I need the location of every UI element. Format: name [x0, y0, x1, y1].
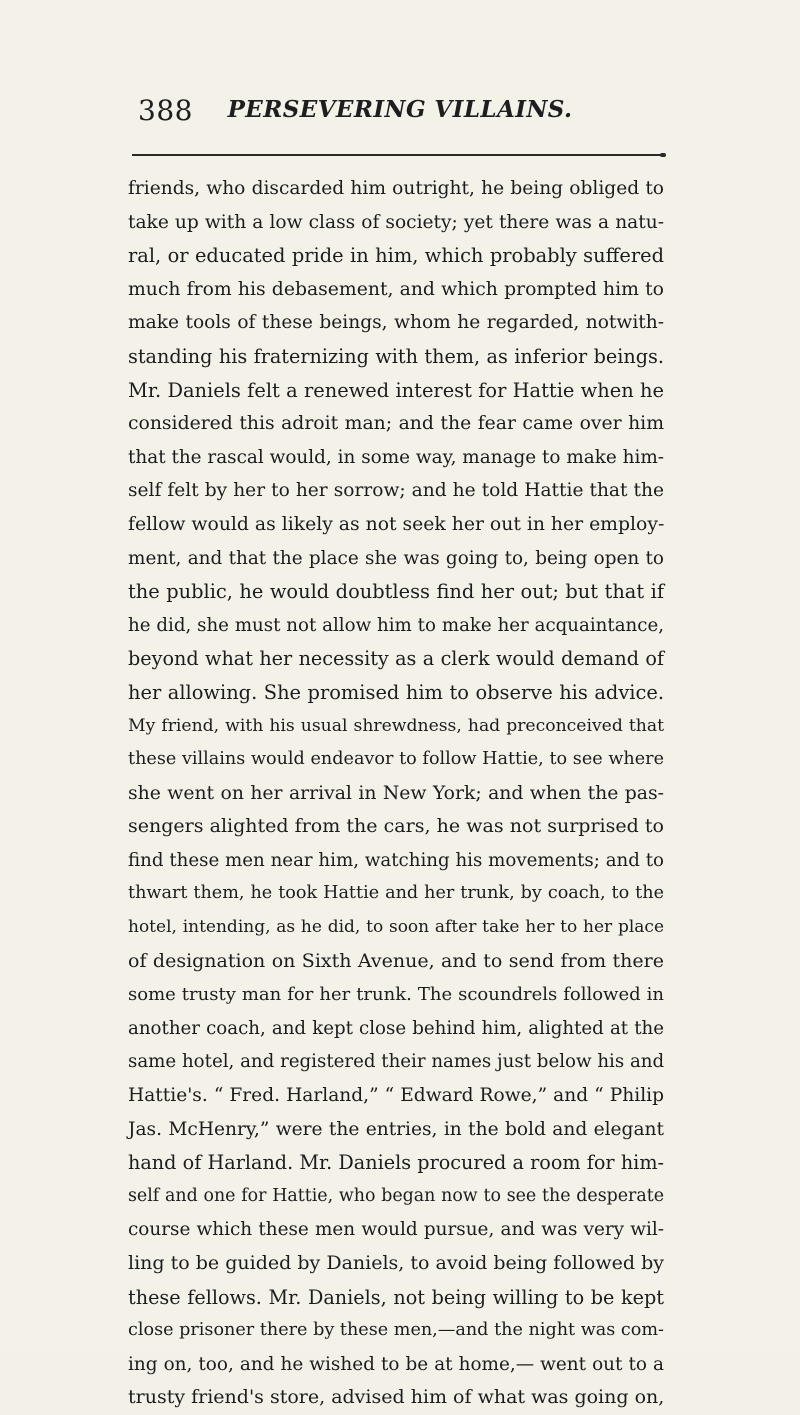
- text-line: some trusty man for her trunk. The scoundrels followed in: [128, 984, 664, 1006]
- text-line: these villains would endeavor to follow Hattie, to see where: [128, 749, 664, 770]
- header-rule: [132, 154, 662, 156]
- text-line: make tools of these beings, whom he regarded, notwith-: [128, 312, 664, 334]
- text-line: friends, who discarded him outright, he being obliged to: [128, 178, 664, 199]
- text-line: these fellows. Mr. Daniels, not being willing to be kept: [128, 1285, 664, 1309]
- text-line: close prisoner there by these men,—and the night was com-: [128, 1320, 664, 1341]
- text-line: course which these men would pursue, and was very wil-: [128, 1219, 664, 1241]
- text-line: find these men near him, watching his movements; and to: [128, 849, 664, 871]
- text-line: thwart them, he took Hattie and her trunk, by coach, to the: [128, 883, 664, 904]
- text-line: ling to be guided by Daniels, to avoid being followed by: [128, 1252, 664, 1274]
- text-line: considered this adroit man; and the fear came over him: [128, 413, 664, 435]
- body-text: [128, 172, 664, 1415]
- text-line: standing his fraternizing with them, as inferior beings.: [128, 344, 664, 368]
- text-line: sengers alighted from the cars, he was not surprised to: [128, 815, 664, 838]
- text-line: ing on, too, and he wished to be at home,— went out to a: [128, 1353, 664, 1375]
- text-line: much from his debasement, and which prompted him to: [128, 278, 664, 300]
- text-line: self and one for Hattie, who began now to see the desperate: [128, 1185, 664, 1206]
- text-line: take up with a low class of society; yet there was a natu-: [128, 211, 664, 233]
- text-line: hand of Harland. Mr. Daniels procured a room for him-: [128, 1151, 664, 1175]
- text-line: another coach, and kept close behind him, alighted at the: [128, 1017, 664, 1039]
- text-line: self felt by her to her sorrow; and he told Hattie that the: [128, 480, 664, 502]
- text-line: beyond what her necessity as a clerk would demand of: [128, 647, 664, 671]
- text-line: Mr. Daniels felt a renewed interest for Hattie when he: [128, 378, 664, 402]
- text-line: ral, or educated pride in him, which probably suffered: [128, 244, 664, 268]
- page-number: 388: [138, 94, 193, 127]
- text-line: her allowing. She promised him to observe his advice.: [128, 680, 664, 704]
- text-line: of designation on Sixth Avenue, and to send from there: [128, 949, 664, 972]
- running-title: PERSEVERING VILLAINS.: [227, 96, 573, 123]
- text-line: ment, and that the place she was going to, being open to: [128, 547, 664, 569]
- text-line: she went on her arrival in New York; and when the pas-: [128, 782, 664, 804]
- text-line: Jas. McHenry,” were the entries, in the bold and elegant: [128, 1118, 664, 1140]
- text-line: same hotel, and registered their names just below his and: [128, 1051, 665, 1073]
- page-header: [0, 94, 800, 138]
- text-line: that the rascal would, in some way, manage to make him-: [128, 446, 664, 468]
- text-line: My friend, with his usual shrewdness, had preconceived that: [128, 715, 664, 736]
- text-line: he did, she must not allow him to make her acquaintance,: [128, 614, 664, 636]
- text-line: the public, he would doubtless find her out; but that if: [128, 580, 664, 604]
- text-line: hotel, intending, as he did, to soon after take her to her place: [128, 917, 664, 938]
- text-line: trusty friend's store, advised him of what was going on,: [128, 1386, 665, 1409]
- text-line: fellow would as likely as not seek her out in her employ-: [128, 513, 665, 535]
- text-line: Hattie's. “ Fred. Harland,” “ Edward Rowe,” and “ Philip: [128, 1085, 664, 1107]
